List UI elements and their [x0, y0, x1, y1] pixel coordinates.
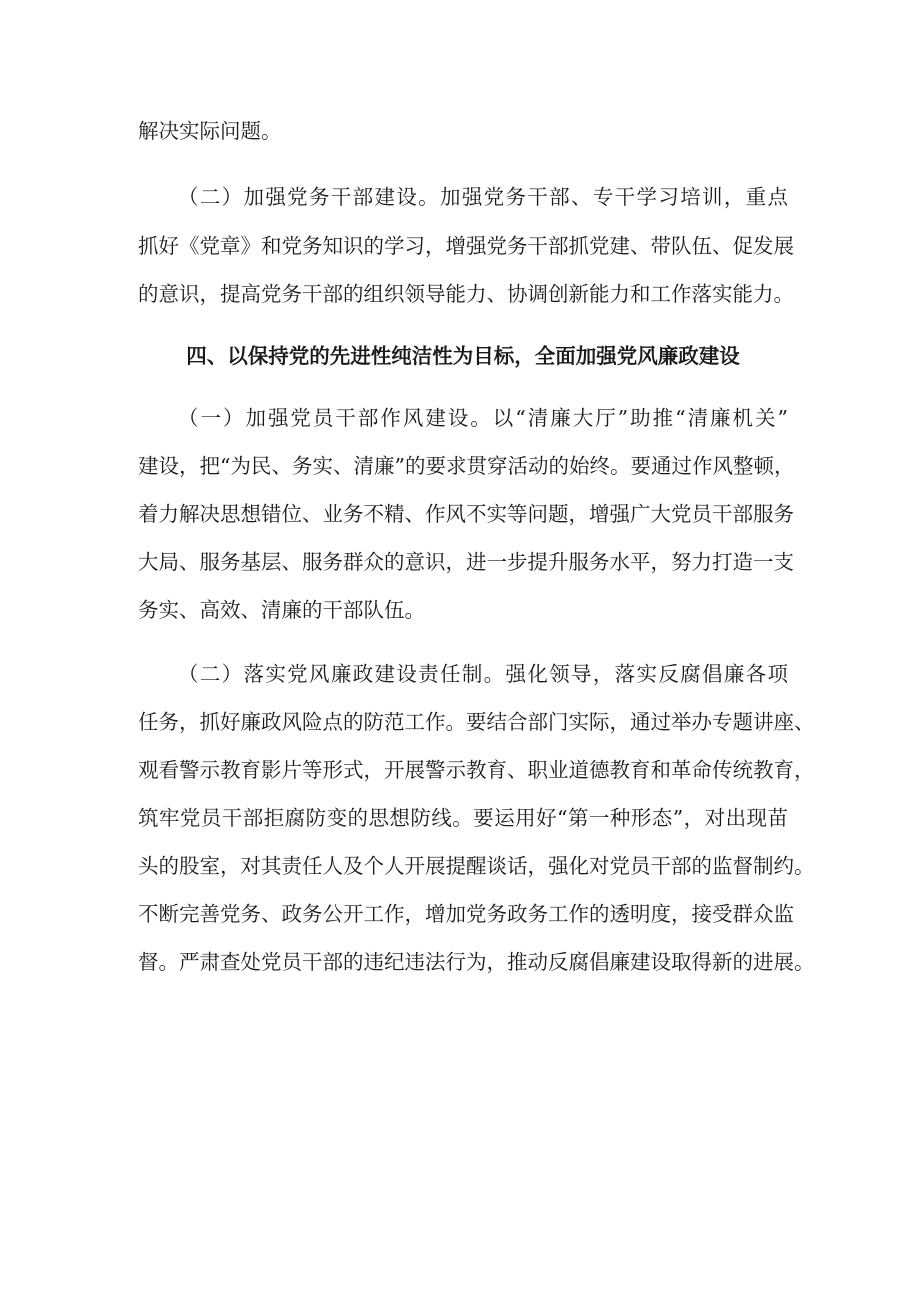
- section-heading: 四、以保持党的先进性纯洁性为目标，全面加强党风廉政建设: [186, 344, 740, 368]
- paragraph-line: 督。严肃查处党员干部的违纪违法行为，推动反腐倡廉建设取得新的进展。: [138, 950, 815, 974]
- paragraph-line: 不断完善党务、政务公开工作，增加党务政务工作的透明度，接受群众监: [138, 902, 794, 926]
- paragraph-line: 抓好《党章》和党务知识的学习，增强党务干部抓党建、带队伍、促发展: [138, 234, 794, 258]
- paragraph-line: 任务，抓好廉政风险点的防范工作。要结合部门实际，通过举办专题讲座、: [138, 710, 815, 734]
- paragraph-line: 着力解决思想错位、业务不精、作风不实等问题，增强广大党员干部服务: [138, 502, 794, 526]
- paragraph-line: （一）加强党员干部作风建设。以“清廉大厅”助推“清廉机关”: [178, 406, 788, 430]
- paragraph-line: 观看警示教育影片等形式，开展警示教育、职业道德教育和革命传统教育，: [138, 758, 815, 782]
- paragraph-line: 建设，把“为民、务实、清廉”的要求贯穿活动的始终。要通过作风整顿，: [138, 454, 795, 478]
- paragraph-line: 头的股室，对其责任人及个人开展提醒谈话，强化对党员干部的监督制约。: [138, 854, 815, 878]
- paragraph-line: 解决实际问题。: [138, 119, 282, 143]
- paragraph-line: （二）落实党风廉政建设责任制。强化领导，落实反腐倡廉各项: [178, 662, 788, 686]
- paragraph-line: 的意识，提高党务干部的组织领导能力、协调创新能力和工作落实能力。: [138, 282, 794, 306]
- paragraph-line: 务实、高效、清廉的干部队伍。: [138, 598, 425, 622]
- paragraph-line: （二）加强党务干部建设。加强党务干部、专干学习培训，重点: [178, 185, 788, 209]
- paragraph-line: 大局、服务基层、服务群众的意识，进一步提升服务水平，努力打造一支: [138, 550, 794, 574]
- paragraph-line: 筑牢党员干部拒腐防变的思想防线。要运用好“第一种形态”，对出现苗: [138, 806, 788, 830]
